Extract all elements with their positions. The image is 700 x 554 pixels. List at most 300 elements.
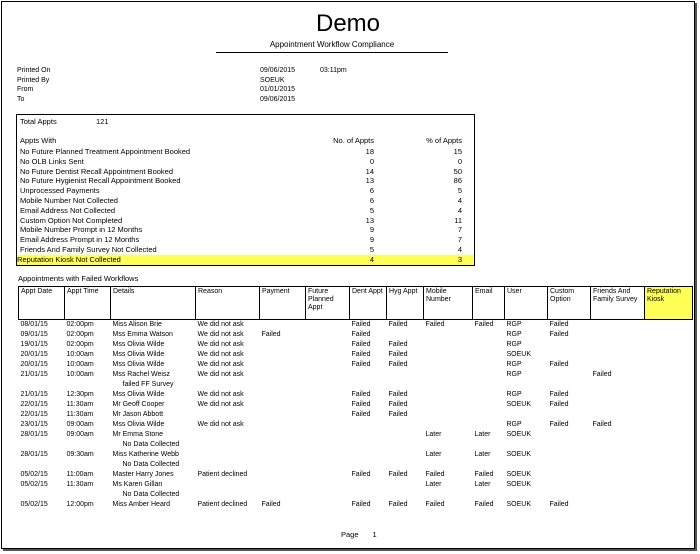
cell-payment <box>260 320 306 331</box>
row-note: No Data Collected <box>122 441 180 448</box>
cell-reason <box>196 480 260 490</box>
summary-row-pct: 5 <box>457 186 462 196</box>
cell-hyg: Failed <box>388 351 408 358</box>
meta-label: To <box>17 95 25 103</box>
cell-details: Ms Karen Gillan <box>112 481 163 488</box>
cell-email <box>473 360 505 370</box>
cell-reason: Patient declined <box>197 471 248 478</box>
cell-mobile: Later <box>425 431 442 438</box>
summary-box <box>16 114 475 266</box>
cell-dent: Failed <box>351 351 371 358</box>
meta-extra: 03:11pm <box>320 67 347 74</box>
summary-row-pct: 4 <box>457 205 462 215</box>
cell-payment <box>260 430 306 440</box>
cell-mobile <box>424 370 473 380</box>
cell-hyg <box>387 420 424 430</box>
cell-future <box>306 320 350 331</box>
cell-time: 11:00am <box>66 471 94 478</box>
column-header: Appt Time <box>65 287 111 320</box>
meta-label: From <box>17 86 34 93</box>
summary-header-row <box>20 136 474 146</box>
cell-ff <box>591 400 645 410</box>
cell-mobile <box>424 420 473 430</box>
table-row <box>19 420 693 430</box>
cell-email <box>473 390 505 400</box>
cell-custom <box>548 450 591 460</box>
report-subtitle: Appointment Workflow Compliance <box>216 40 448 53</box>
cell-rep <box>645 410 693 420</box>
cell-ff <box>591 390 645 400</box>
summary-header-count: No. of Appts <box>333 136 374 145</box>
summary-row-count: 4 <box>369 254 374 264</box>
table-row <box>19 350 693 360</box>
cell-mobile <box>424 360 473 370</box>
cell-dent: Failed <box>351 331 371 338</box>
summary-row-count: 13 <box>365 176 374 186</box>
cell-user: SOEUK <box>506 401 532 408</box>
cell-reason: We did not ask <box>197 331 244 338</box>
summary-row-count: 14 <box>365 166 374 176</box>
cell-mobile <box>424 340 473 350</box>
summary-row-label: Reputation Kiosk Not Collected <box>17 254 121 264</box>
cell-hyg: Failed <box>388 471 408 478</box>
cell-rep <box>645 480 693 490</box>
cell-custom <box>548 430 591 440</box>
cell-custom: Failed <box>549 421 569 428</box>
cell-payment <box>260 410 306 420</box>
summary-row-label: Mobile Number Prompt in 12 Months <box>20 225 143 235</box>
cell-time: 10:00am <box>66 371 94 378</box>
meta-label: Printed On <box>17 67 51 74</box>
cell-future <box>306 340 350 350</box>
cell-ff <box>591 330 645 340</box>
cell-dent <box>350 370 387 380</box>
cell-future <box>306 450 350 460</box>
cell-payment <box>260 470 306 480</box>
column-header: User <box>505 287 548 320</box>
summary-row <box>20 245 474 255</box>
summary-header-label: Appts With <box>20 136 57 145</box>
cell-email: Later <box>474 431 491 438</box>
table-row <box>19 450 693 460</box>
cell-user: SOEUK <box>506 351 532 358</box>
cell-custom: Failed <box>549 391 569 398</box>
cell-email <box>473 370 505 380</box>
cell-email <box>473 400 505 410</box>
cell-hyg <box>387 480 424 490</box>
summary-row <box>20 216 474 226</box>
cell-details: Master Harry Jones <box>112 471 174 478</box>
cell-user: SOEUK <box>506 471 532 478</box>
report-page <box>1 1 695 549</box>
cell-future <box>306 470 350 480</box>
cell-time: 11:30am <box>66 411 94 418</box>
cell-reason <box>196 450 260 460</box>
table-row <box>19 390 693 400</box>
cell-ff: Failed <box>592 371 612 378</box>
cell-email: Failed <box>474 471 494 478</box>
meta-label: Printed By <box>17 76 50 84</box>
cell-dent <box>350 420 387 430</box>
cell-date: 21/01/15 <box>20 391 48 398</box>
cell-rep <box>645 320 693 331</box>
cell-user: RGP <box>506 421 522 428</box>
total-appts-value: 121 <box>96 117 109 126</box>
meta-value: SOEUK <box>260 76 285 84</box>
cell-details: Mss Olivia Wilde <box>112 361 165 368</box>
cell-rep <box>645 430 693 440</box>
cell-user: RGP <box>506 371 522 378</box>
cell-future <box>306 370 350 380</box>
summary-row-pct: 7 <box>457 235 462 245</box>
summary-row-pct: 0 <box>457 156 462 166</box>
cell-date: 05/02/15 <box>20 481 48 488</box>
cell-date: 22/01/15 <box>20 411 48 418</box>
cell-custom <box>548 340 591 350</box>
summary-row-pct: 7 <box>457 225 462 235</box>
cell-user: RGP <box>506 361 522 368</box>
cell-mobile <box>424 390 473 400</box>
cell-dent: Failed <box>351 411 371 418</box>
cell-hyg <box>387 450 424 460</box>
summary-row-label: Email Address Not Collected <box>20 205 116 215</box>
table-row <box>19 320 693 331</box>
cell-dent: Failed <box>351 391 371 398</box>
summary-row <box>17 255 474 265</box>
column-header: Dent Appt <box>350 287 387 320</box>
row-note: failed FF Survey <box>122 381 174 388</box>
cell-email: Later <box>474 451 491 458</box>
summary-row <box>20 186 474 196</box>
cell-mobile: Failed <box>425 321 445 328</box>
column-header: Payment <box>260 287 306 320</box>
cell-payment: Failed <box>261 501 281 508</box>
total-appts-row <box>20 117 474 127</box>
summary-row <box>20 167 474 177</box>
cell-hyg: Failed <box>388 411 408 418</box>
cell-payment <box>260 340 306 350</box>
cell-custom <box>548 410 591 420</box>
page-footer <box>341 530 377 539</box>
summary-row-pct: 11 <box>454 215 462 225</box>
cell-dent: Failed <box>351 361 371 368</box>
cell-rep <box>645 400 693 410</box>
cell-reason: We did not ask <box>197 321 244 328</box>
cell-email <box>473 420 505 430</box>
cell-details: Miss Alison Brie <box>112 321 162 328</box>
cell-details: Mss Olivia Wilde <box>112 421 165 428</box>
summary-row-pct: 86 <box>453 176 462 186</box>
table-row <box>19 360 693 370</box>
summary-row-count: 5 <box>369 245 374 254</box>
cell-mobile <box>424 350 473 360</box>
cell-hyg: Failed <box>388 341 408 348</box>
table-row <box>19 370 693 380</box>
cell-payment <box>260 360 306 370</box>
cell-details: Miss Katherine Webb <box>112 451 179 458</box>
table-row <box>19 430 693 440</box>
cell-details: Mss Emma Watson <box>112 331 173 338</box>
cell-ff: Failed <box>592 421 612 428</box>
summary-row-label: Custom Option Not Completed <box>20 215 123 225</box>
cell-details: Miss Amber Heard <box>112 501 171 508</box>
summary-row-pct: 15 <box>453 147 462 156</box>
cell-time: 11:30am <box>66 401 94 408</box>
summary-row-count: 6 <box>369 196 374 205</box>
cell-reason: We did not ask <box>197 361 244 368</box>
cell-time: 10:00am <box>66 351 94 358</box>
column-header: Custom Option <box>548 287 591 320</box>
cell-user: RGP <box>506 331 522 338</box>
cell-details: Mss Rachel Weisz <box>112 371 170 378</box>
cell-ff <box>591 500 645 510</box>
page-label: Page <box>341 530 359 539</box>
cell-time: 12:30pm <box>66 391 94 398</box>
cell-rep <box>645 470 693 480</box>
table-note-row <box>19 460 693 470</box>
cell-details: Mss Olivia Wilde <box>112 391 165 398</box>
summary-row-count: 6 <box>369 186 374 196</box>
cell-time: 02:00pm <box>66 321 94 328</box>
cell-user: SOEUK <box>506 451 532 458</box>
cell-email <box>473 330 505 340</box>
cell-ff <box>591 480 645 490</box>
column-header: Mobile Number <box>424 287 473 320</box>
column-header: Reputation Kiosk <box>645 287 693 320</box>
cell-hyg: Failed <box>388 361 408 368</box>
cell-payment <box>260 370 306 380</box>
summary-row-count: 5 <box>369 205 374 215</box>
cell-details: Mr Emma Stone <box>112 431 164 438</box>
cell-future <box>306 400 350 410</box>
cell-custom: Failed <box>549 501 569 508</box>
cell-custom <box>548 370 591 380</box>
cell-user: SOEUK <box>506 431 532 438</box>
cell-mobile <box>424 330 473 340</box>
summary-row <box>20 176 474 186</box>
cell-user: SOEUK <box>506 501 532 508</box>
total-appts-label: Total Appts <box>20 117 57 126</box>
cell-time: 02:00pm <box>66 331 94 338</box>
cell-date: 22/01/15 <box>20 401 48 408</box>
table-row <box>19 400 693 410</box>
cell-date: 23/01/15 <box>20 421 48 428</box>
cell-date: 20/01/15 <box>20 351 48 358</box>
cell-user: RGP <box>506 341 522 348</box>
column-header: Details <box>111 287 196 320</box>
cell-date: 09/01/15 <box>20 331 48 338</box>
summary-row-label: No OLB Links Sent <box>20 156 84 166</box>
cell-rep <box>645 370 693 380</box>
cell-future <box>306 350 350 360</box>
cell-rep <box>645 350 693 360</box>
cell-custom <box>548 470 591 480</box>
cell-dent: Failed <box>351 321 371 328</box>
summary-row-label: No Future Planned Treatment Appointment Booked <box>20 147 191 156</box>
cell-dent <box>350 480 387 490</box>
report-title: Demo <box>315 10 381 37</box>
cell-date: 20/01/15 <box>20 361 48 368</box>
summary-row-count: 18 <box>365 147 374 156</box>
cell-time: 11:30am <box>66 481 94 488</box>
cell-future <box>306 410 350 420</box>
cell-future <box>306 420 350 430</box>
cell-reason: We did not ask <box>197 351 244 358</box>
cell-future <box>306 500 350 510</box>
cell-details: Mss Olivia Wilde <box>112 351 165 358</box>
cell-email: Failed <box>474 321 494 328</box>
summary-row-count: 9 <box>369 225 374 235</box>
table-row <box>19 340 693 350</box>
cell-dent: Failed <box>351 401 371 408</box>
cell-email <box>473 350 505 360</box>
column-header: Friends And Family Survey <box>591 287 645 320</box>
cell-date: 05/02/15 <box>20 471 48 478</box>
summary-row-label: Friends And Family Survey Not Collected <box>20 245 157 254</box>
cell-details: Mss Olivia Wilde <box>112 341 165 348</box>
cell-ff <box>591 430 645 440</box>
cell-user: RGP <box>506 391 522 398</box>
table-note-row <box>19 380 693 390</box>
cell-custom <box>548 480 591 490</box>
cell-time: 02:00pm <box>66 341 94 348</box>
cell-email <box>473 410 505 420</box>
cell-ff <box>591 350 645 360</box>
cell-email: Failed <box>474 501 494 508</box>
table-row <box>19 410 693 420</box>
summary-row <box>20 206 474 216</box>
cell-payment <box>260 400 306 410</box>
table-row <box>19 500 693 510</box>
table-row <box>19 330 693 340</box>
failed-workflows-table <box>18 286 693 510</box>
summary-row-label: No Future Dentist Recall Appointment Booked <box>20 166 173 176</box>
summary-row-pct: 4 <box>457 196 462 205</box>
cell-mobile <box>424 410 473 420</box>
summary-row-label: No Future Hygienist Recall Appointment Booked <box>20 176 181 186</box>
row-note: No Data Collected <box>122 491 180 498</box>
cell-future <box>306 480 350 490</box>
meta-value: 09/06/2015 <box>260 67 296 74</box>
cell-rep <box>645 450 693 460</box>
cell-rep <box>645 360 693 370</box>
table-note-row <box>19 490 693 500</box>
cell-hyg <box>387 330 424 340</box>
cell-reason: Patient declined <box>197 501 248 508</box>
cell-ff <box>591 470 645 480</box>
row-note: No Data Collected <box>122 461 180 468</box>
cell-user <box>505 410 548 420</box>
cell-payment <box>260 480 306 490</box>
summary-row-label: Mobile Number Not Collected <box>20 196 118 205</box>
cell-dent: Failed <box>351 341 371 348</box>
cell-details: Mr Jason Abbott <box>112 411 164 418</box>
cell-hyg: Failed <box>388 401 408 408</box>
cell-dent: Failed <box>351 471 371 478</box>
cell-payment: Failed <box>261 331 281 338</box>
cell-custom: Failed <box>549 401 569 408</box>
cell-future <box>306 360 350 370</box>
cell-payment <box>260 390 306 400</box>
table-note-row <box>19 440 693 450</box>
summary-row-pct: 4 <box>457 245 462 254</box>
cell-rep <box>645 330 693 340</box>
table-row <box>19 480 693 490</box>
cell-payment <box>260 420 306 430</box>
page-number: 1 <box>372 530 377 539</box>
cell-time: 09:00am <box>66 421 94 428</box>
cell-user: RGP <box>506 321 522 328</box>
summary-row-label: Unprocessed Payments <box>20 186 100 196</box>
column-header: Future Planned Appt <box>306 287 350 320</box>
summary-row <box>20 235 474 245</box>
summary-row <box>20 225 474 235</box>
cell-mobile: Failed <box>425 501 445 508</box>
cell-rep <box>645 420 693 430</box>
cell-date: 08/01/15 <box>20 321 48 328</box>
cell-custom <box>548 350 591 360</box>
cell-time: 10:00am <box>66 361 94 368</box>
meta-value: 01/01/2015 <box>260 86 296 93</box>
cell-reason: We did not ask <box>197 421 244 428</box>
cell-hyg: Failed <box>388 501 408 508</box>
summary-row-count: 9 <box>369 235 374 245</box>
cell-details: Mr Geoff Cooper <box>112 401 165 408</box>
cell-mobile: Failed <box>425 471 445 478</box>
summary-row-label: Email Address Prompt in 12 Months <box>20 235 140 245</box>
meta-value: 09/06/2015 <box>260 95 296 103</box>
cell-future <box>306 330 350 340</box>
cell-reason: We did not ask <box>197 371 244 378</box>
cell-ff <box>591 450 645 460</box>
column-header: Email <box>473 287 505 320</box>
cell-dent <box>350 430 387 440</box>
summary-row <box>20 196 474 206</box>
table-header-row <box>19 287 693 320</box>
cell-custom: Failed <box>549 361 569 368</box>
cell-hyg <box>387 370 424 380</box>
cell-hyg: Failed <box>388 391 408 398</box>
cell-time: 12:00pm <box>66 501 94 508</box>
cell-dent: Failed <box>351 501 371 508</box>
cell-rep <box>645 390 693 400</box>
cell-date: 05/02/15 <box>20 501 48 508</box>
summary-row-pct: 3 <box>457 254 462 264</box>
cell-reason: We did not ask <box>197 341 244 348</box>
cell-payment <box>260 450 306 460</box>
cell-email <box>473 340 505 350</box>
summary-header-pct: % of Appts <box>426 136 462 145</box>
cell-hyg <box>387 430 424 440</box>
cell-ff <box>591 410 645 420</box>
summary-row <box>20 157 474 167</box>
cell-hyg: Failed <box>388 321 408 328</box>
cell-time: 09:00am <box>66 431 94 438</box>
summary-row-count: 13 <box>365 215 374 225</box>
cell-date: 19/01/15 <box>20 341 48 348</box>
cell-future <box>306 430 350 440</box>
column-header: Hyg Appt <box>387 287 424 320</box>
cell-reason: We did not ask <box>197 391 244 398</box>
cell-ff <box>591 340 645 350</box>
summary-row-pct: 50 <box>453 166 462 176</box>
cell-rep <box>645 500 693 510</box>
failed-workflows-title: Appointments with Failed Workflows <box>18 274 139 283</box>
cell-reason <box>196 430 260 440</box>
cell-time: 09:30am <box>66 451 94 458</box>
cell-ff <box>591 360 645 370</box>
summary-row <box>20 147 474 157</box>
